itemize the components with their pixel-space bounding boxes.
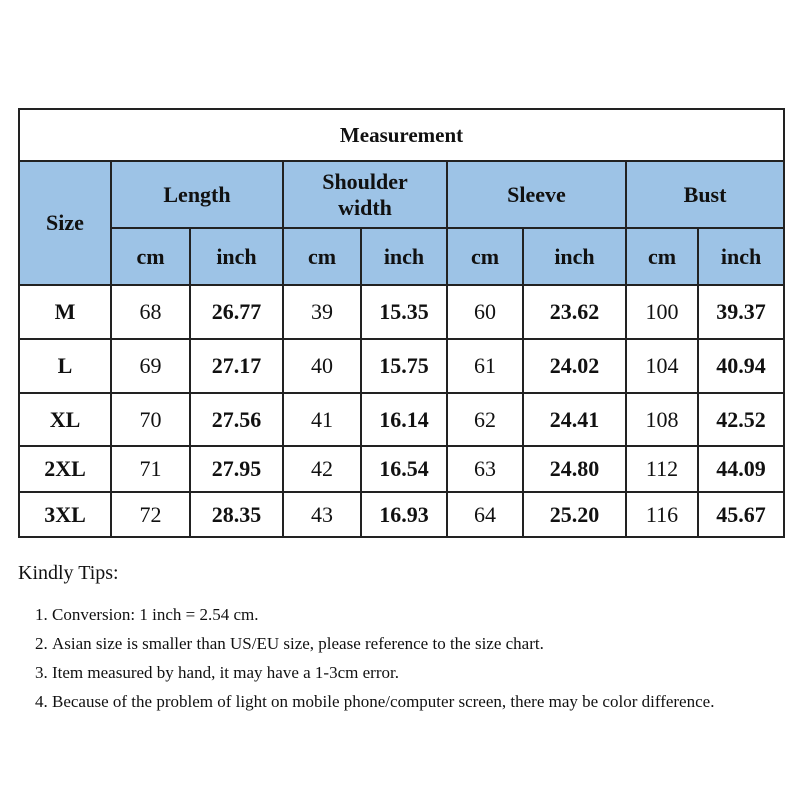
value-cell: 16.54	[361, 446, 447, 492]
table-title: Measurement	[19, 109, 784, 161]
value-cell: 40.94	[698, 339, 784, 393]
value-cell: 15.75	[361, 339, 447, 393]
unit-header: inch	[361, 228, 447, 285]
tips-list	[18, 600, 800, 716]
value-cell: 27.17	[190, 339, 283, 393]
value-cell: 27.56	[190, 393, 283, 446]
value-cell: 24.41	[523, 393, 626, 446]
table-row	[19, 393, 784, 446]
size-cell: M	[19, 285, 111, 339]
tip-item: 1. Conversion: 1 inch = 2.54 cm.	[52, 600, 800, 629]
tip-item: 3. Item measured by hand, it may have a 1-3cm error.	[52, 658, 800, 687]
value-cell: 69	[111, 339, 190, 393]
value-cell: 60	[447, 285, 523, 339]
sleeve-header: Sleeve	[447, 161, 626, 228]
value-cell: 27.95	[190, 446, 283, 492]
size-cell: L	[19, 339, 111, 393]
size-cell: XL	[19, 393, 111, 446]
tip-item: 2. Asian size is smaller than US/EU size, please reference to the size chart.	[52, 629, 800, 658]
value-cell: 42.52	[698, 393, 784, 446]
value-cell: 42	[283, 446, 361, 492]
table-row	[19, 492, 784, 537]
value-cell: 15.35	[361, 285, 447, 339]
value-cell: 63	[447, 446, 523, 492]
value-cell: 26.77	[190, 285, 283, 339]
size-chart-table	[18, 108, 785, 538]
table-row	[19, 446, 784, 492]
value-cell: 104	[626, 339, 698, 393]
value-cell: 24.02	[523, 339, 626, 393]
size-header: Size	[19, 161, 111, 285]
tips-title: Kindly Tips:	[18, 562, 119, 584]
size-cell: 2XL	[19, 446, 111, 492]
value-cell: 64	[447, 492, 523, 537]
value-cell: 16.93	[361, 492, 447, 537]
unit-header: inch	[523, 228, 626, 285]
value-cell: 116	[626, 492, 698, 537]
unit-header: cm	[111, 228, 190, 285]
value-cell: 112	[626, 446, 698, 492]
unit-header: cm	[626, 228, 698, 285]
table-row	[19, 285, 784, 339]
length-header: Length	[111, 161, 283, 228]
value-cell: 72	[111, 492, 190, 537]
value-cell: 44.09	[698, 446, 784, 492]
value-cell: 39	[283, 285, 361, 339]
shoulder-header: Shoulder width	[283, 161, 447, 228]
value-cell: 108	[626, 393, 698, 446]
unit-header: inch	[190, 228, 283, 285]
unit-header: cm	[283, 228, 361, 285]
size-cell: 3XL	[19, 492, 111, 537]
unit-header: inch	[698, 228, 784, 285]
value-cell: 41	[283, 393, 361, 446]
value-cell: 25.20	[523, 492, 626, 537]
value-cell: 68	[111, 285, 190, 339]
value-cell: 43	[283, 492, 361, 537]
value-cell: 24.80	[523, 446, 626, 492]
value-cell: 70	[111, 393, 190, 446]
value-cell: 23.62	[523, 285, 626, 339]
value-cell: 71	[111, 446, 190, 492]
value-cell: 16.14	[361, 393, 447, 446]
value-cell: 61	[447, 339, 523, 393]
value-cell: 45.67	[698, 492, 784, 537]
bust-header: Bust	[626, 161, 784, 228]
table-row	[19, 339, 784, 393]
tip-item: 4. Because of the problem of light on mobile phone/computer screen, there may be color difference.	[52, 687, 800, 716]
value-cell: 100	[626, 285, 698, 339]
unit-header: cm	[447, 228, 523, 285]
value-cell: 40	[283, 339, 361, 393]
value-cell: 39.37	[698, 285, 784, 339]
value-cell: 28.35	[190, 492, 283, 537]
value-cell: 62	[447, 393, 523, 446]
